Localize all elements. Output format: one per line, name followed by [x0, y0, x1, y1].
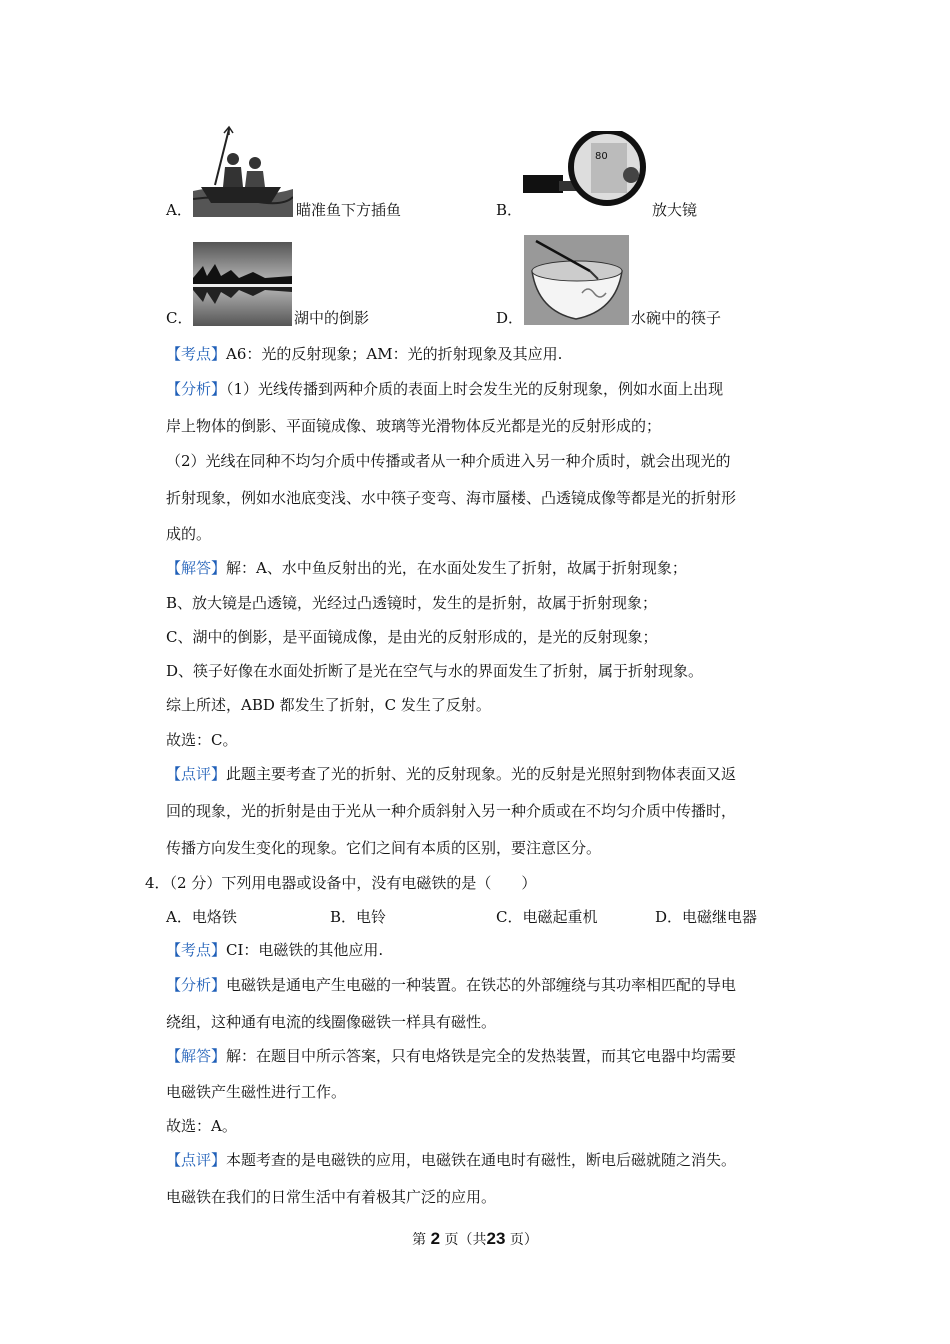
dianping-tag: 【点评】 [166, 765, 227, 783]
page-number: 2 [430, 1229, 441, 1248]
kaodian-text: CI：电磁铁的其他应用. [226, 941, 384, 959]
option-d: D．电磁继电器 [655, 908, 758, 926]
kaodian-text: A6：光的反射现象；AM：光的折射现象及其应用. [226, 345, 563, 363]
option-c: C．电磁起重机 [496, 908, 598, 926]
text-line: 故选：A。 [166, 1117, 237, 1135]
footer-suffix: 页） [509, 1232, 538, 1248]
option-b: B．电铃 [330, 908, 387, 926]
option-letter: D． [496, 309, 524, 327]
option-letter: A． [166, 201, 192, 219]
text-line: 综上所述，ABD 都发生了折射，C 发生了反射。 [166, 696, 491, 714]
text-line: 绕组，这种通有电流的线圈像磁铁一样具有磁性。 [166, 1013, 497, 1031]
option-text: 瞄准鱼下方插鱼 [296, 201, 402, 219]
text-line: 岸上物体的倒影、平面镜成像、玻璃等光滑物体反光都是光的反射形成的； [166, 417, 662, 435]
jieda-tag: 【解答】 [166, 1047, 227, 1065]
q4-kaodian [166, 940, 383, 960]
text-line: 折射现象，例如水池底变浅、水中筷子变弯、海市蜃楼、凸透镜成像等都是光的折射形 [166, 489, 737, 507]
page-footer [0, 1229, 950, 1249]
text-line: 传播方向发生变化的现象。它们之间有本质的区别，要注意区分。 [166, 839, 602, 857]
text-line: （1）光线传播到两种介质的表面上时会发生光的反射现象，例如水面上出现 [226, 380, 724, 398]
jieda-tag: 【解答】 [166, 559, 227, 577]
option-letter: B． [496, 201, 523, 219]
footer-prefix: 第 [412, 1232, 427, 1248]
option-text: 水碗中的筷子 [631, 309, 722, 327]
text-line: （2）光线在同种不均匀介质中传播或者从一种介质进入另一种介质时，就会出现光的 [166, 452, 731, 470]
dianping-tag: 【点评】 [166, 1151, 227, 1169]
text-line: 电磁铁产生磁性进行工作。 [166, 1083, 347, 1101]
text-line: 此题主要考查了光的折射、光的反射现象。光的反射是光照射到物体表面又返 [226, 765, 737, 783]
fenxi-tag: 【分析】 [166, 976, 227, 994]
option-letter: C． [166, 309, 193, 327]
chopsticks-bowl-image [524, 235, 629, 325]
text-line: 解：在题目中所示答案，只有电烙铁是完全的发热装置，而其它电器中均需要 [226, 1047, 737, 1065]
text-line: 解：A、水中鱼反射出的光，在水面处发生了折射，故属于折射现象； [226, 559, 687, 577]
text-line: 本题考查的是电磁铁的应用，电磁铁在通电时有磁性，断电后磁就随之消失。 [226, 1151, 737, 1169]
text-line: 成的。 [166, 525, 212, 543]
fenxi-tag: 【分析】 [166, 380, 227, 398]
option-text: 放大镜 [652, 201, 698, 219]
q3-kaodian [166, 344, 562, 364]
text-line: 故选：C。 [166, 731, 238, 749]
text-line: 电磁铁在我们的日常生活中有着极其广泛的应用。 [166, 1188, 497, 1206]
footer-middle: 页（共 [444, 1232, 487, 1248]
text-line: 回的现象，光的折射是由于光从一种介质斜射入另一种介质或在不均匀介质中传播时， [166, 802, 737, 820]
q4-stem: 4．（2 分）下列用电器或设备中，没有电磁铁的是（ ） [145, 874, 537, 892]
text-line: C、湖中的倒影，是平面镜成像，是由光的反射形成的，是光的反射现象； [166, 628, 658, 646]
lake-reflection-image [193, 242, 292, 326]
svg-text:80: 80 [595, 151, 608, 162]
fisherman-boat-image [193, 125, 293, 217]
text-line: B、放大镜是凸透镜，光经过凸透镜时，发生的是折射，故属于折射现象； [166, 594, 658, 612]
option-text: 湖中的倒影 [294, 309, 370, 327]
option-a: A．电烙铁 [166, 908, 237, 926]
kaodian-tag: 【考点】 [166, 345, 227, 363]
text-line: 电磁铁是通电产生电磁的一种装置。在铁芯的外部缠绕与其功率相匹配的导电 [226, 976, 737, 994]
total-pages: 23 [486, 1229, 506, 1248]
magnifier-image [523, 131, 649, 213]
text-line: D、筷子好像在水面处折断了是光在空气与水的界面发生了折射，属于折射现象。 [166, 662, 704, 680]
kaodian-tag: 【考点】 [166, 941, 227, 959]
